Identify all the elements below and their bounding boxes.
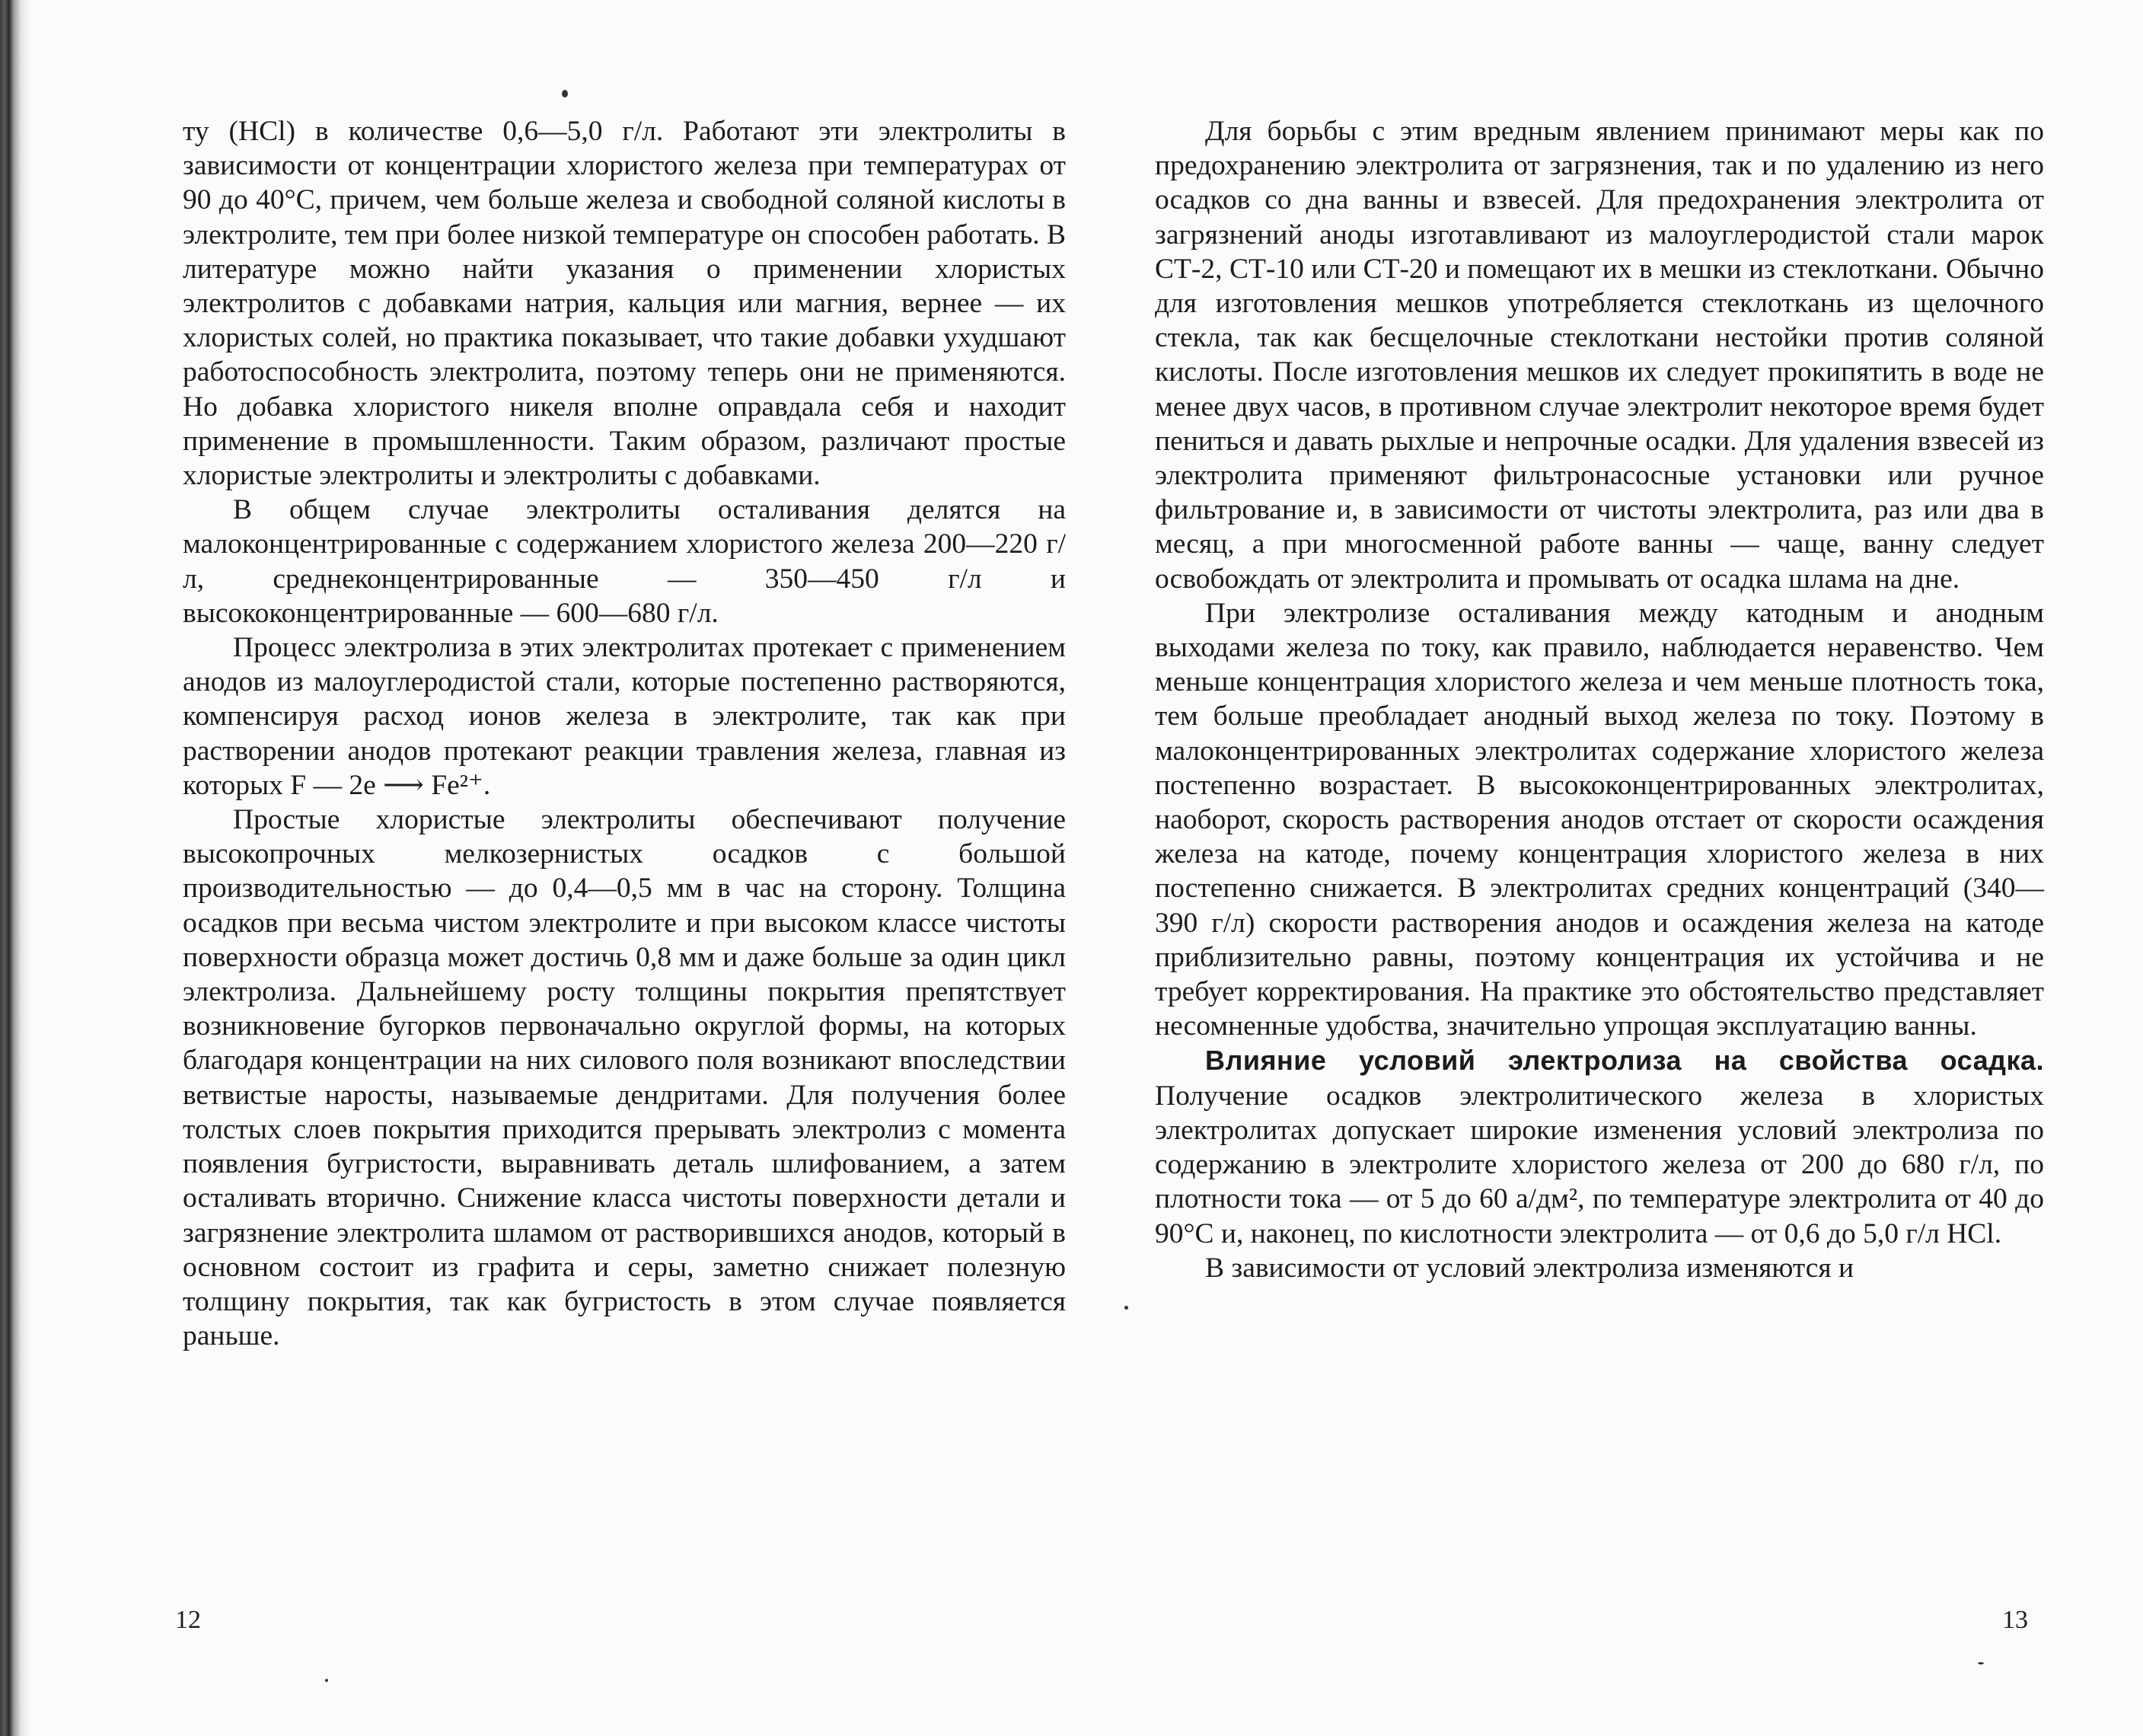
print-speck bbox=[562, 90, 568, 97]
right-page bbox=[1155, 114, 2044, 1285]
left-page-text bbox=[183, 114, 1066, 1353]
paragraph: В зависимости от условий электролиза изменяются и bbox=[1205, 1252, 1854, 1284]
paragraph: Простые хлористые электролиты обеспечивают получение высокопрочных мелкозернистых осадков с большой производительностью — до 0,4—0,5 мм в час на сторону. Толщина осадков при весьма чистом электролите и при высоком классе чистоты поверхности образца может достичь 0,8 мм и даже больше за один цикл электролиза. Дальнейшему росту толщины покрытия препятствует возникновение бугорков первоначально округлой формы, на которых благодаря концентрации на них силового поля возникают впоследствии ветвистые наросты, называемые дендритами. Для получения более толстых слоев покрытия приходится прерывать электролиз с момента появления бугристости, выравнивать деталь шлифованием, а затем осталивать вторично. Снижение класса чистоты поверхности детали и загрязнение электролита шламом от растворившихся анодов, который в основном состоит из графита и серы, заметно снижает полезную толщину покрытия, так как бугристость в этом случае появляется раньше. bbox=[183, 804, 1066, 1352]
paragraph: В общем случае электролиты осталивания делятся на малоконцентрированные с содержанием хлористого железа 200—220 г/л, среднеконцентрированные — 350—450 г/л и высококонцентрированные — 600—680 г/л. bbox=[183, 494, 1066, 629]
paragraph: ту (HCl) в количестве 0,6—5,0 г/л. Работают эти электролиты в зависимости от концентрации хлористого железа при температурах от 90 до 40°С, причем, чем больше железа и свободной соляной кислоты в электролите, тем при более низкой температуре он способен работать. В литературе можно найти указания о применении хлористых электролитов с добавками натрия, кальция или магния, вернее — их хлористых солей, но практика показывает, что такие добавки ухудшают работоспособность электролита, поэтому теперь они не применяются. Но добавка хлористого никеля вполне оправдала себя и находит применение в промышленности. Таким образом, различают простые хлористые электролиты и электролиты с добавками. bbox=[183, 116, 1066, 492]
paragraph: Для борьбы с этим вредным явлением принимают меры как по предохранению электролита от загрязнения, так и по удалению из него осадков со дна ванны и взвесей. Для предохранения электролита от загрязнений аноды изготавливают из малоуглеродистой стали марок СТ-2, СТ-10 или СТ-20 и помещают их в мешки из стеклоткани. Обычно для изготовления мешков употребляется стеклоткань из щелочного стекла, так как бесщелочные стеклоткани нестойки против соляной кислоты. После изготовления мешков их следует прокипятить в воде не менее двух часов, в противном случае электролит некоторое время будет пениться и давать рыхлые и непрочные осадки. Для удаления взвесей из электролита применяют фильтронасосные установки или ручное фильтрование и, в зависимости от чистоты электролита, раз или два в месяц, а при многосменной работе ванны — чаще, ванну следует освобождать от электролита и промывать от осадка шлама на дне. bbox=[1155, 116, 2044, 595]
print-speck bbox=[1124, 1306, 1128, 1310]
section-text: Получение осадков электролитического железа в хлористых электролитах допускает широкие изменения условий электролиза по содержанию в электролите хлористого железа от 200 до 680 г/л, по плотности тока — от 5 до 60 а/дм², по температуре электролита от 40 до 90°С и, наконец, по кислотности электролита — от 0,6 до 5,0 г/л HCl. bbox=[1155, 1080, 2044, 1249]
print-speck bbox=[325, 1679, 328, 1682]
section-paragraph bbox=[1155, 1043, 2044, 1250]
page-number-left: 12 bbox=[175, 1606, 201, 1634]
left-page bbox=[183, 114, 1066, 1353]
paragraph: При электролизе осталивания между катодным и анодным выходами железа по току, как правило, наблюдается неравенство. Чем меньше концентрация хлористого железа и чем меньше плотность тока, тем больше преобладает анодный выход железа по току. Поэтому в малоконцентрированных электролитах содержание хлористого железа постепенно возрастает. В высококонцентрированных электролитах, наоборот, скорость растворения анодов отстает от скорости осаждения железа на катоде, почему концентрация хлористого железа в них постепенно снижается. В электролитах средних концентраций (340—390 г/л) скорости растворения анодов и осаждения железа на катоде приблизительно равны, поэтому концентрация их устойчива и не требует корректирования. На практике это обстоятельство представляет несомненные удобства, значительно упрощая эксплуатацию ванны. bbox=[1155, 597, 2044, 1042]
book-binding-edge bbox=[0, 0, 30, 1736]
right-page-text bbox=[1155, 114, 2044, 1285]
print-speck bbox=[1978, 1662, 1984, 1664]
section-heading: Влияние условий электролиза на свойства осадка. bbox=[1205, 1045, 2044, 1077]
page-number-right: 13 bbox=[2002, 1606, 2028, 1634]
paragraph: Процесс электролиза в этих электролитах протекает с применением анодов из малоуглеродистой стали, которые постепенно растворяются, компенсируя расход ионов железа в электролите, так как при растворении анодов протекают реакции травления железа, главная из которых F — 2e ⟶ Fe²⁺. bbox=[183, 632, 1066, 801]
